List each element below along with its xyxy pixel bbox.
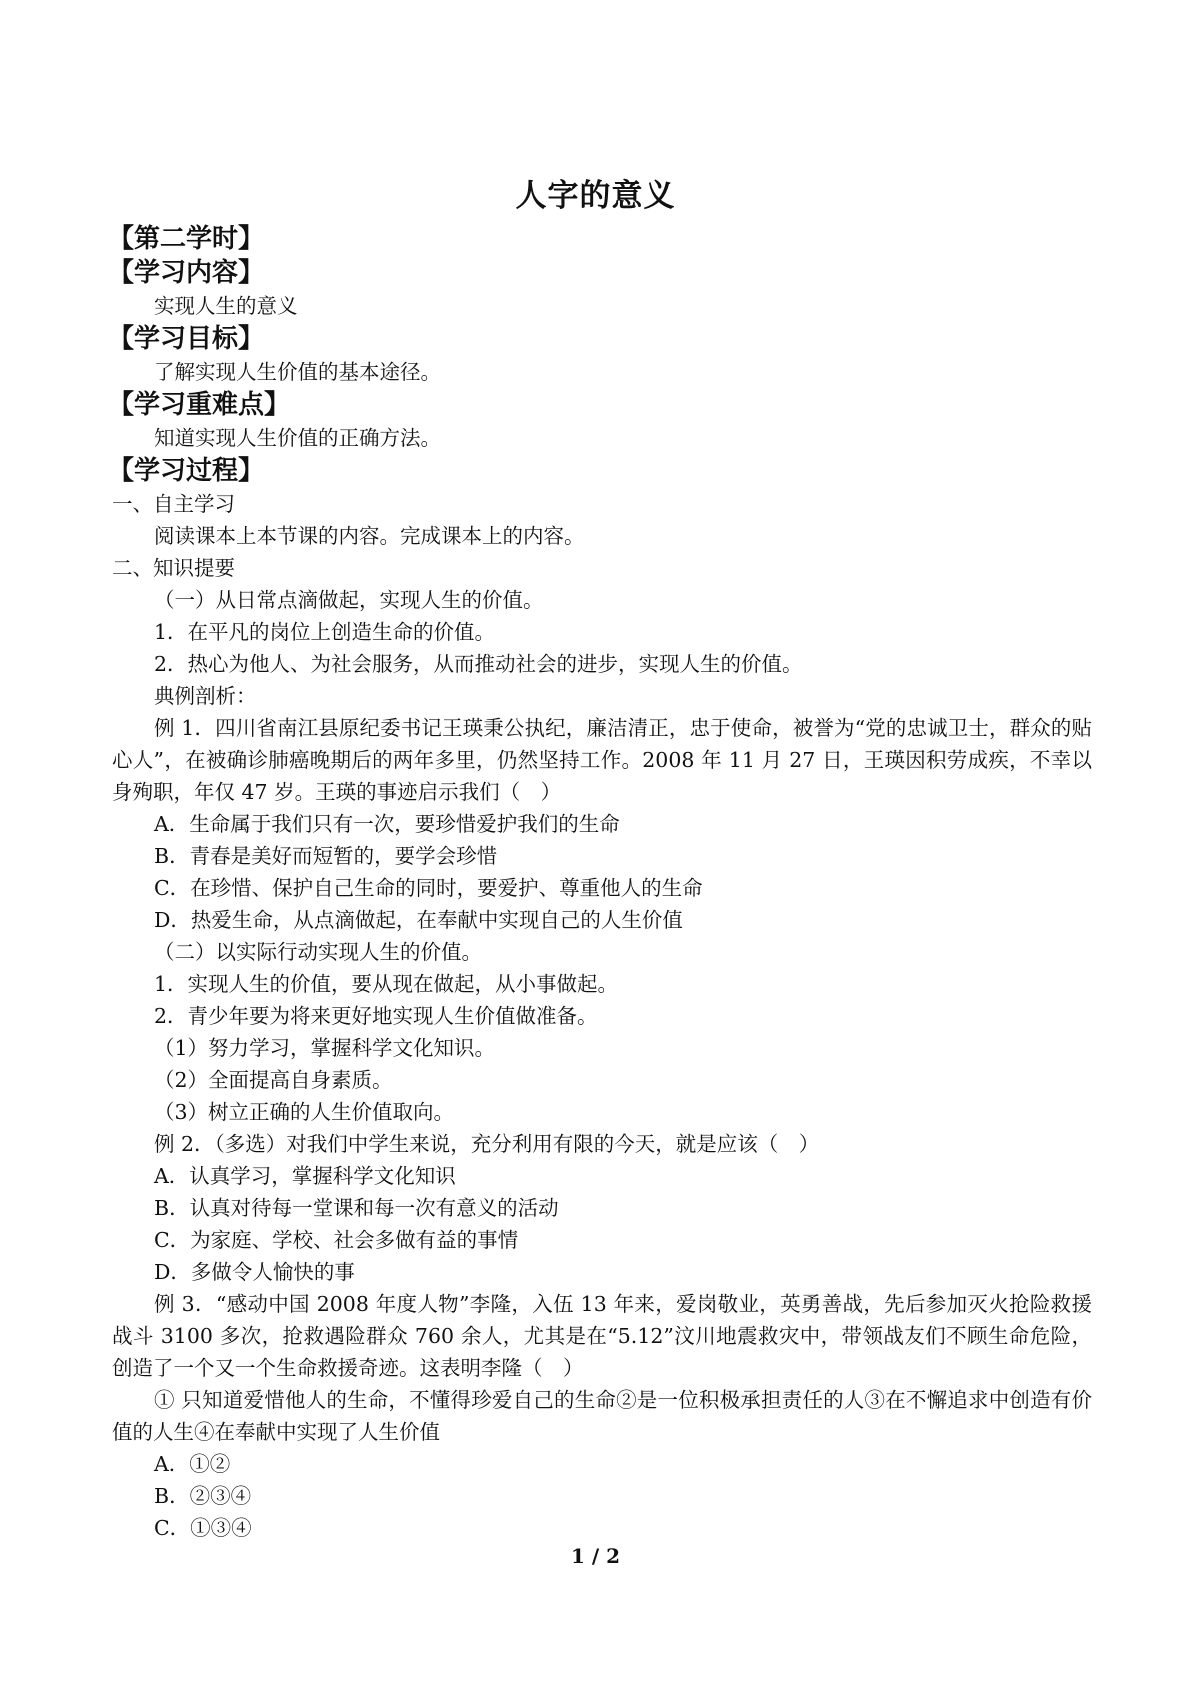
study-goal-text: 了解实现人生价值的基本途径。 — [154, 360, 441, 384]
example-2-question: 例 2．（多选）对我们中学生来说，充分利用有限的今天，就是应该（ ） — [154, 1132, 820, 1156]
example-2-option-b: B．认真对待每一堂课和每一次有意义的活动 — [154, 1196, 559, 1220]
example-2-option-c: C．为家庭、学校、社会多做有益的事情 — [154, 1228, 519, 1252]
example-3-statements: ① 只知道爱惜他人的生命，不懂得珍爱自己的生命②是一位积极承担责任的人③在不懈追求中创造有价值的人生④在奉献中实现了人生价值 — [112, 1388, 1092, 1444]
example-3-option-c: C．①③④ — [154, 1516, 252, 1540]
example-1-question: 例 1．四川省南江县原纪委书记王瑛秉公执纪，廉洁清正，忠于使命，被誉为“党的忠诚卫士，群众的贴心人”，在被确诊肺癌晚期后的两年多里，仍然坚持工作。2008 年 11 月 27 日，王瑛因积劳成疾，不幸以身殉职，年仅 47 岁。王瑛的事迹启示我们（ ） — [112, 716, 1092, 804]
study-goal-heading: 【学习目标】 — [108, 324, 265, 354]
example-1-option-b: B．青春是美好而短暂的，要学会珍惜 — [154, 844, 498, 868]
knowledge-point-2-2-2: （2）全面提高自身素质。 — [154, 1068, 393, 1092]
study-content-text: 实现人生的意义 — [154, 294, 298, 318]
study-content-heading: 【学习内容】 — [108, 258, 265, 288]
knowledge-point-1-1: 1．在平凡的岗位上创造生命的价值。 — [154, 620, 496, 644]
page-title: 人字的意义 — [515, 178, 676, 214]
section-self-study: 一、自主学习 — [112, 492, 235, 516]
knowledge-point-2-2-3: （3）树立正确的人生价值取向。 — [154, 1100, 455, 1124]
lesson-heading: 【第二学时】 — [108, 224, 265, 254]
self-study-text: 阅读课本上本节课的内容。完成课本上的内容。 — [154, 524, 585, 548]
study-process-heading: 【学习过程】 — [108, 456, 265, 486]
knowledge-point-2-2: 2．青少年要为将来更好地实现人生价值做准备。 — [154, 1004, 598, 1028]
example-3-question: 例 3．“感动中国 2008 年度人物”李隆，入伍 13 年来，爱岗敬业，英勇善战，先后参加灭火抢险救援战斗 3100 多次，抢救遇险群众 760 余人，尤其是在“5.12”汶川地震救灾中，带领战友们不顾生命危险，创造了一个又一个生命救援奇迹。这表明李隆（ ） — [112, 1292, 1092, 1380]
knowledge-point-2: （二）以实际行动实现人生的价值。 — [154, 940, 482, 964]
key-points-text: 知道实现人生价值的正确方法。 — [154, 426, 441, 450]
document-body — [108, 222, 1092, 1544]
example-2-option-d: D．多做令人愉快的事 — [154, 1260, 355, 1284]
knowledge-point-2-1: 1．实现人生的价值，要从现在做起，从小事做起。 — [154, 972, 619, 996]
section-knowledge: 二、知识提要 — [112, 556, 235, 580]
example-2-option-a: A．认真学习，掌握科学文化知识 — [154, 1164, 456, 1188]
example-1-option-c: C．在珍惜、保护自己生命的同时，要爱护、尊重他人的生命 — [154, 876, 703, 900]
knowledge-point-1: （一）从日常点滴做起，实现人生的价值。 — [154, 588, 544, 612]
knowledge-point-1-2: 2．热心为他人、为社会服务，从而推动社会的进步，实现人生的价值。 — [154, 652, 803, 676]
example-1-option-d: D．热爱生命，从点滴做起，在奉献中实现自己的人生价值 — [154, 908, 683, 932]
example-3-option-b: B．②③④ — [154, 1484, 252, 1508]
knowledge-point-2-2-1: （1）努力学习，掌握科学文化知识。 — [154, 1036, 496, 1060]
example-3-option-a: A．①② — [154, 1452, 231, 1476]
page-number: 1 / 2 — [570, 1544, 621, 1568]
example-analysis-label: 典例剖析： — [154, 684, 257, 708]
example-1-option-a: A．生命属于我们只有一次，要珍惜爱护我们的生命 — [154, 812, 620, 836]
key-points-heading: 【学习重难点】 — [108, 390, 291, 420]
